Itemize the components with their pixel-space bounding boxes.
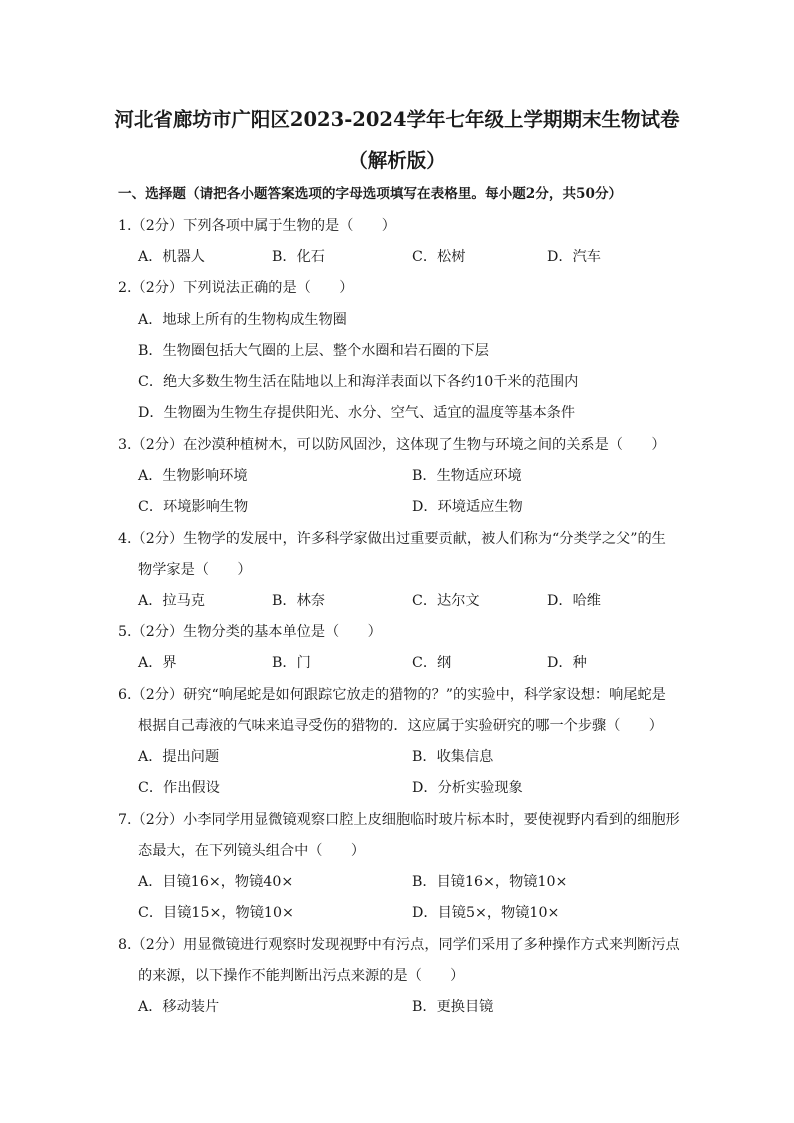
q2-option-a: A．地球上所有的生物构成生物圈 [138, 312, 347, 328]
q5-option-d: D．种 [547, 655, 587, 671]
question-4-stem: 4.（2分）生物学的发展中，许多科学家做出过重要贡献，被人们称为“分类学之父”的生 [118, 531, 666, 547]
q1-option-c: C．松树 [412, 249, 466, 265]
question-7-stem-cont: 态最大，在下列镜头组合中（ ） [138, 843, 366, 859]
q6-option-a: A．提出问题 [138, 749, 220, 765]
q2-option-c: C．绝大多数生物生活在陆地以上和海洋表面以下各约10千米的范围内 [138, 374, 579, 390]
q7-option-a: A．目镜16×，物镜40× [138, 874, 294, 890]
q4-option-a: A．拉马克 [138, 593, 205, 609]
q4-option-b: B．林奈 [272, 593, 325, 609]
q5-option-b: B．门 [272, 655, 311, 671]
question-5-stem: 5.（2分）生物分类的基本单位是（ ） [118, 624, 382, 640]
q6-option-d: D．分析实验现象 [412, 780, 523, 796]
q8-option-a: A．移动装片 [138, 999, 220, 1015]
q4-option-d: D．哈维 [547, 593, 601, 609]
question-6-stem-cont: 根据自己毒液的气味来追寻受伤的猎物的．这应属于实验研究的哪一个步骤（ ） [138, 718, 663, 734]
q5-option-a: A．界 [138, 655, 177, 671]
q2-option-d: D．生物圈为生物生存提供阳光、水分、空气、适宜的温度等基本条件 [138, 405, 576, 421]
q6-option-b: B．收集信息 [412, 749, 494, 765]
q1-option-a: A．机器人 [138, 249, 205, 265]
q3-option-b: B．生物适应环境 [412, 468, 522, 484]
q3-option-d: D．环境适应生物 [412, 499, 523, 515]
q5-option-c: C．纲 [412, 655, 452, 671]
q7-option-b: B．目镜16×，物镜10× [412, 874, 568, 890]
question-4-stem-cont: 物学家是（ ） [138, 562, 252, 578]
page-subtitle: （解析版） [348, 149, 446, 172]
q4-option-c: C．达尔文 [412, 593, 480, 609]
q6-option-c: C．作出假设 [138, 780, 220, 796]
q3-option-a: A．生物影响环境 [138, 468, 248, 484]
q1-option-d: D．汽车 [547, 249, 601, 265]
question-8-stem-cont: 的来源，以下操作不能判断出污点来源的是（ ） [138, 968, 465, 984]
q7-option-c: C．目镜15×，物镜10× [138, 905, 294, 921]
question-8-stem: 8.（2分）用显微镜进行观察时发现视野中有污点，同学们采用了多种操作方式来判断污点 [118, 937, 680, 953]
q1-option-b: B．化石 [272, 249, 325, 265]
q3-option-c: C．环境影响生物 [138, 499, 249, 515]
q7-option-d: D．目镜5×，物镜10× [412, 905, 560, 921]
q2-option-b: B．生物圈包括大气圈的上层、整个水圈和岩石圈的下层 [138, 343, 489, 359]
page-title: 河北省廊坊市广阳区2023-2024学年七年级上学期期末生物试卷 [114, 108, 680, 131]
question-2-stem: 2.（2分）下列说法正确的是（ ） [118, 280, 354, 296]
section-heading: 一、选择题（请把各小题答案选项的字母选项填写在表格里。每小题2分，共50分） [118, 186, 623, 202]
question-6-stem: 6.（2分）研究“响尾蛇是如何跟踪它放走的猎物的？”的实验中，科学家设想：响尾蛇是 [118, 687, 666, 703]
question-1-stem: 1.（2分）下列各项中属于生物的是（ ） [118, 218, 396, 234]
question-3-stem: 3.（2分）在沙漠种植树木，可以防风固沙，这体现了生物与环境之间的关系是（ ） [118, 437, 666, 453]
q8-option-b: B．更换目镜 [412, 999, 494, 1015]
question-7-stem: 7.（2分）小李同学用显微镜观察口腔上皮细胞临时玻片标本时，要使视野内看到的细胞形 [118, 812, 680, 828]
